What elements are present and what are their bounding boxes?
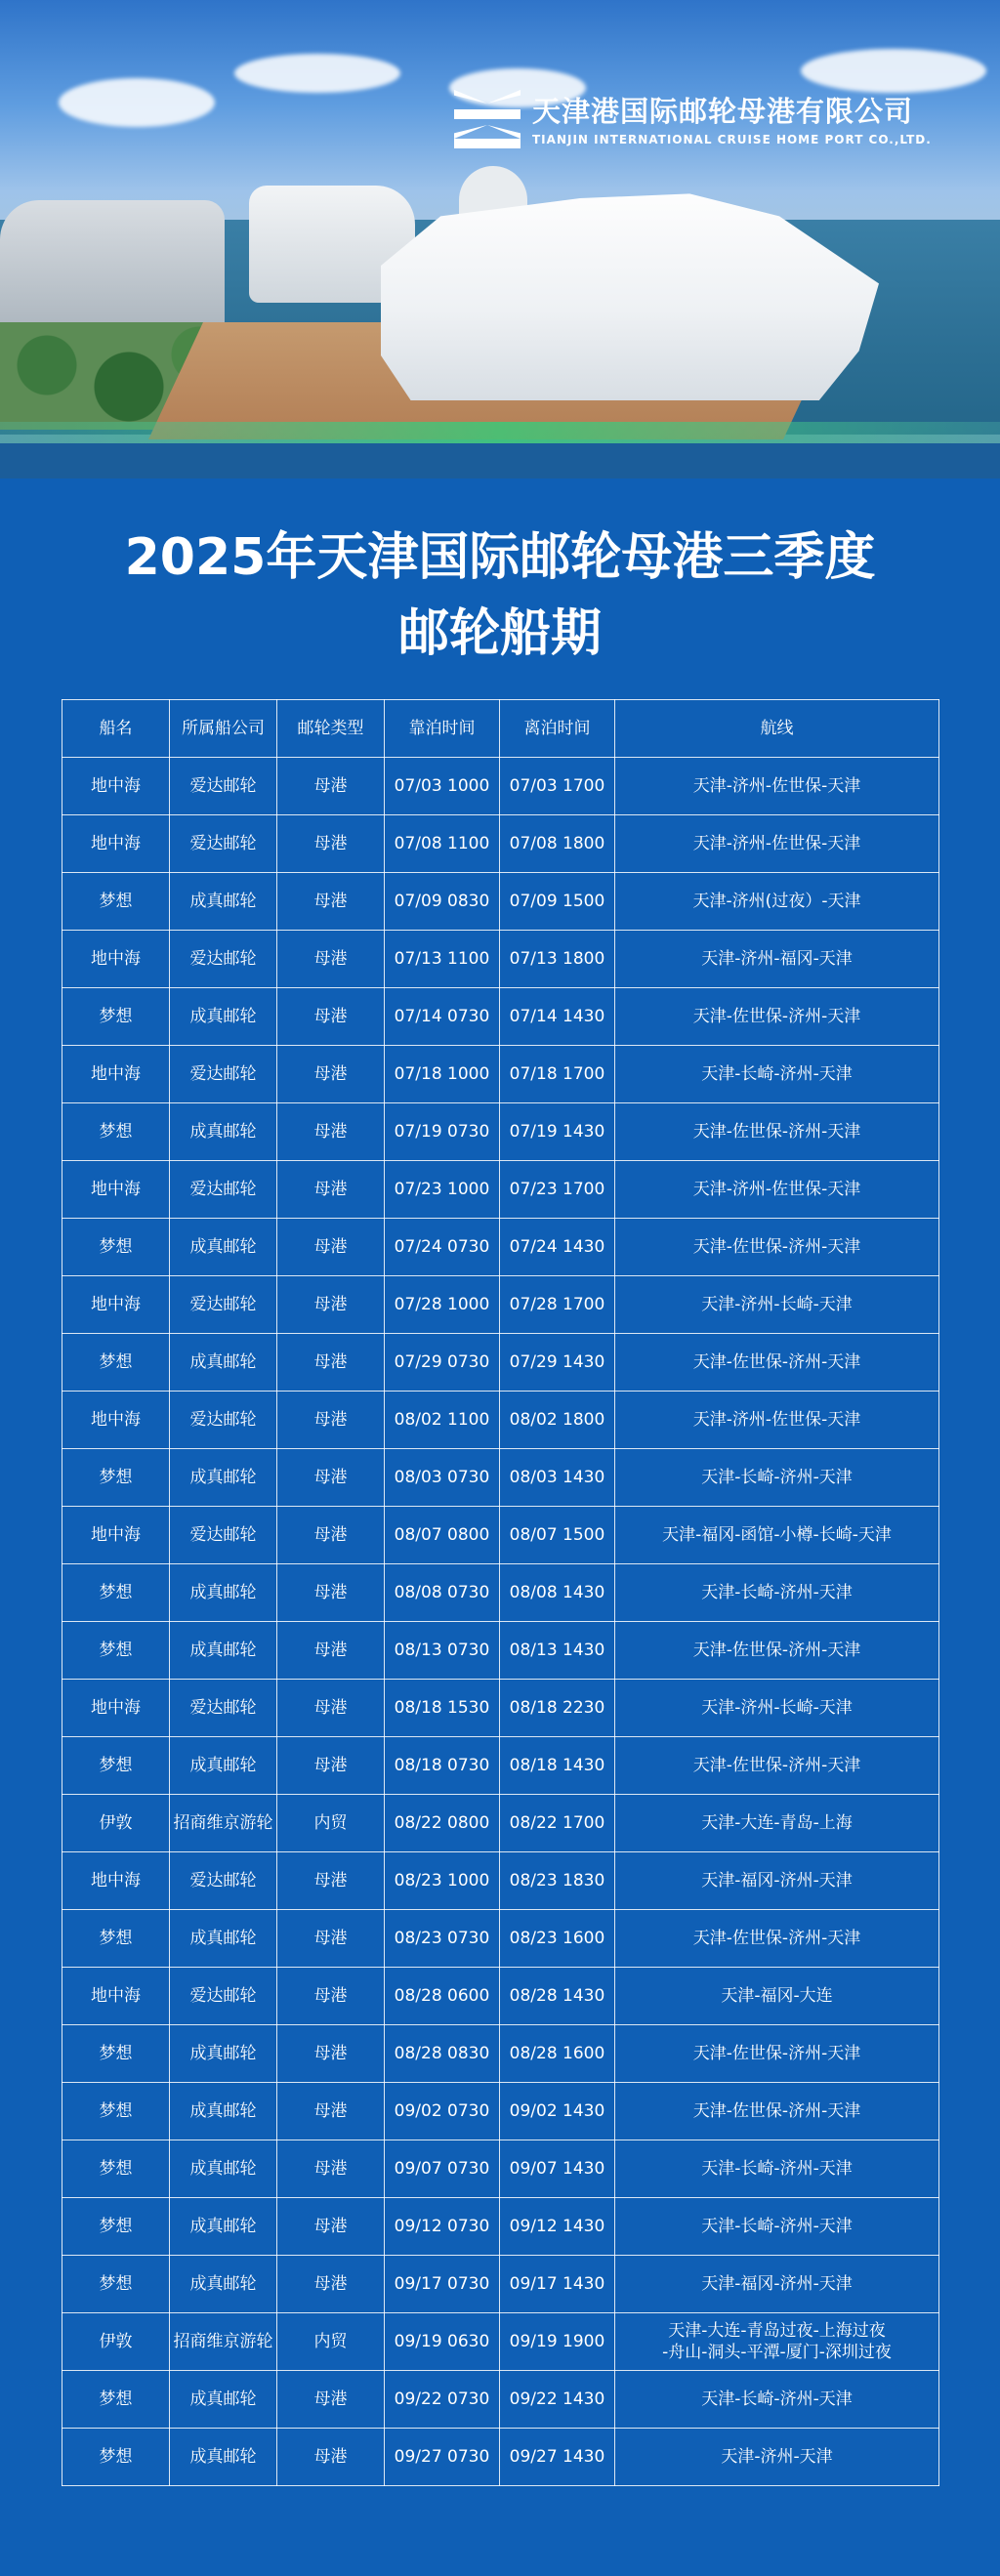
cell-ship-name: 梦想 bbox=[62, 2198, 170, 2256]
waves-logo-icon bbox=[454, 88, 521, 148]
cell-company: 成真邮轮 bbox=[170, 2371, 277, 2429]
cell-type: 内贸 bbox=[277, 1795, 385, 1852]
table-row bbox=[62, 988, 939, 1046]
cell-company: 招商维京游轮 bbox=[170, 1795, 277, 1852]
cell-company: 成真邮轮 bbox=[170, 2140, 277, 2198]
hero-photo bbox=[0, 0, 1000, 478]
title-line-1: 2025年天津国际邮轮母港三季度 bbox=[124, 528, 876, 587]
cell-route: 天津-济州-佐世保-天津 bbox=[615, 815, 939, 873]
cell-depart-time: 08/23 1600 bbox=[500, 1910, 615, 1968]
cell-type: 母港 bbox=[277, 1564, 385, 1622]
cell-depart-time: 07/23 1700 bbox=[500, 1161, 615, 1219]
cell-ship-name: 梦想 bbox=[62, 1910, 170, 1968]
cell-type: 母港 bbox=[277, 2371, 385, 2429]
cell-ship-name: 地中海 bbox=[62, 1392, 170, 1449]
cell-type: 母港 bbox=[277, 873, 385, 931]
cell-depart-time: 07/03 1700 bbox=[500, 758, 615, 815]
cell-depart-time: 08/07 1500 bbox=[500, 1507, 615, 1564]
table-row bbox=[62, 2140, 939, 2198]
cell-ship-name: 地中海 bbox=[62, 1680, 170, 1737]
cell-route: 天津-济州-佐世保-天津 bbox=[615, 758, 939, 815]
cell-ship-name: 梦想 bbox=[62, 1103, 170, 1161]
cell-berth-time: 09/07 0730 bbox=[385, 2140, 500, 2198]
cell-ship-name: 地中海 bbox=[62, 758, 170, 815]
cell-company: 成真邮轮 bbox=[170, 1449, 277, 1507]
cell-ship-name: 梦想 bbox=[62, 1737, 170, 1795]
table-row bbox=[62, 2025, 939, 2083]
cell-route: 天津-济州(过夜）-天津 bbox=[615, 873, 939, 931]
cell-ship-name: 地中海 bbox=[62, 1276, 170, 1334]
cell-depart-time: 08/28 1430 bbox=[500, 1968, 615, 2025]
cell-depart-time: 08/18 1430 bbox=[500, 1737, 615, 1795]
cell-type: 母港 bbox=[277, 1910, 385, 1968]
cell-depart-time: 08/13 1430 bbox=[500, 1622, 615, 1680]
cell-berth-time: 07/13 1100 bbox=[385, 931, 500, 988]
cell-depart-time: 07/19 1430 bbox=[500, 1103, 615, 1161]
cell-route: 天津-佐世保-济州-天津 bbox=[615, 1910, 939, 1968]
cell-berth-time: 09/12 0730 bbox=[385, 2198, 500, 2256]
table-row bbox=[62, 1161, 939, 1219]
cell-depart-time: 07/13 1800 bbox=[500, 931, 615, 988]
table-row bbox=[62, 1564, 939, 1622]
cell-route: 天津-长崎-济州-天津 bbox=[615, 1449, 939, 1507]
cell-ship-name: 梦想 bbox=[62, 988, 170, 1046]
cell-berth-time: 08/18 1530 bbox=[385, 1680, 500, 1737]
cell-depart-time: 07/29 1430 bbox=[500, 1334, 615, 1392]
col-type: 邮轮类型 bbox=[277, 700, 385, 758]
cell-depart-time: 07/09 1500 bbox=[500, 873, 615, 931]
cell-depart-time: 09/07 1430 bbox=[500, 2140, 615, 2198]
cell-depart-time: 09/17 1430 bbox=[500, 2256, 615, 2313]
cell-berth-time: 08/07 0800 bbox=[385, 1507, 500, 1564]
cell-company: 成真邮轮 bbox=[170, 1737, 277, 1795]
table-row bbox=[62, 2313, 939, 2371]
table-row bbox=[62, 1334, 939, 1392]
page-title bbox=[0, 519, 1000, 672]
cell-route: 天津-长崎-济州-天津 bbox=[615, 2140, 939, 2198]
cell-ship-name: 梦想 bbox=[62, 1449, 170, 1507]
cell-company: 成真邮轮 bbox=[170, 2198, 277, 2256]
table-row bbox=[62, 931, 939, 988]
table-row bbox=[62, 1795, 939, 1852]
cell-route: 天津-福冈-济州-天津 bbox=[615, 1852, 939, 1910]
cell-depart-time: 08/23 1830 bbox=[500, 1852, 615, 1910]
table-row bbox=[62, 2083, 939, 2140]
cell-company: 爱达邮轮 bbox=[170, 1680, 277, 1737]
cell-route: 天津-长崎-济州-天津 bbox=[615, 2371, 939, 2429]
cell-berth-time: 09/17 0730 bbox=[385, 2256, 500, 2313]
cell-company: 成真邮轮 bbox=[170, 2083, 277, 2140]
table-row bbox=[62, 815, 939, 873]
cell-company: 成真邮轮 bbox=[170, 2429, 277, 2486]
cell-type: 母港 bbox=[277, 1622, 385, 1680]
col-berth-time: 靠泊时间 bbox=[385, 700, 500, 758]
cell-company: 爱达邮轮 bbox=[170, 1852, 277, 1910]
cell-berth-time: 07/09 0830 bbox=[385, 873, 500, 931]
cell-depart-time: 08/28 1600 bbox=[500, 2025, 615, 2083]
cell-berth-time: 08/02 1100 bbox=[385, 1392, 500, 1449]
cell-ship-name: 伊敦 bbox=[62, 1795, 170, 1852]
cell-route: 天津-佐世保-济州-天津 bbox=[615, 1219, 939, 1276]
table-row bbox=[62, 2371, 939, 2429]
cell-type: 母港 bbox=[277, 2256, 385, 2313]
col-depart-time: 离泊时间 bbox=[500, 700, 615, 758]
cell-route: 天津-济州-佐世保-天津 bbox=[615, 1161, 939, 1219]
table-row bbox=[62, 2256, 939, 2313]
cell-route: 天津-济州-天津 bbox=[615, 2429, 939, 2486]
cell-ship-name: 梦想 bbox=[62, 1334, 170, 1392]
table-row bbox=[62, 1680, 939, 1737]
cell-type: 母港 bbox=[277, 988, 385, 1046]
cell-type: 母港 bbox=[277, 1161, 385, 1219]
cell-company: 爱达邮轮 bbox=[170, 815, 277, 873]
cell-route: 天津-佐世保-济州-天津 bbox=[615, 1622, 939, 1680]
cell-company: 成真邮轮 bbox=[170, 1334, 277, 1392]
cell-ship-name: 地中海 bbox=[62, 1507, 170, 1564]
table-row bbox=[62, 1392, 939, 1449]
table-row bbox=[62, 1449, 939, 1507]
cell-berth-time: 07/18 1000 bbox=[385, 1046, 500, 1103]
cell-route: 天津-济州-长崎-天津 bbox=[615, 1276, 939, 1334]
cell-berth-time: 09/02 0730 bbox=[385, 2083, 500, 2140]
cell-berth-time: 09/19 0630 bbox=[385, 2313, 500, 2371]
cell-berth-time: 08/22 0800 bbox=[385, 1795, 500, 1852]
cell-type: 母港 bbox=[277, 1046, 385, 1103]
company-name-en: TIANJIN INTERNATIONAL CRUISE HOME PORT CO.,LTD. bbox=[532, 133, 932, 146]
cell-route: 天津-济州-福冈-天津 bbox=[615, 931, 939, 988]
table-row bbox=[62, 758, 939, 815]
cell-depart-time: 07/14 1430 bbox=[500, 988, 615, 1046]
table-row bbox=[62, 2198, 939, 2256]
col-company: 所属船公司 bbox=[170, 700, 277, 758]
cell-company: 成真邮轮 bbox=[170, 1219, 277, 1276]
cell-company: 爱达邮轮 bbox=[170, 1507, 277, 1564]
cell-company: 成真邮轮 bbox=[170, 1910, 277, 1968]
cell-ship-name: 地中海 bbox=[62, 1968, 170, 2025]
cell-depart-time: 09/02 1430 bbox=[500, 2083, 615, 2140]
cell-type: 母港 bbox=[277, 1449, 385, 1507]
cell-company: 成真邮轮 bbox=[170, 1564, 277, 1622]
cell-route: 天津-福冈-函馆-小樽-长崎-天津 bbox=[615, 1507, 939, 1564]
cell-type: 母港 bbox=[277, 2025, 385, 2083]
cell-route: 天津-佐世保-济州-天津 bbox=[615, 1334, 939, 1392]
cell-company: 爱达邮轮 bbox=[170, 931, 277, 988]
table-row bbox=[62, 873, 939, 931]
cell-company: 成真邮轮 bbox=[170, 2025, 277, 2083]
cell-berth-time: 08/28 0600 bbox=[385, 1968, 500, 2025]
table-body bbox=[62, 758, 939, 2486]
cell-berth-time: 08/13 0730 bbox=[385, 1622, 500, 1680]
cell-type: 母港 bbox=[277, 2198, 385, 2256]
cell-type: 母港 bbox=[277, 815, 385, 873]
table-row bbox=[62, 2429, 939, 2486]
cell-ship-name: 伊敦 bbox=[62, 2313, 170, 2371]
cell-route: 天津-福冈-大连 bbox=[615, 1968, 939, 2025]
table-row bbox=[62, 1103, 939, 1161]
cell-route: 天津-大连-青岛过夜-上海过夜 -舟山-洞头-平潭-厦门-深圳过夜 bbox=[615, 2313, 939, 2371]
cell-type: 母港 bbox=[277, 1852, 385, 1910]
cell-berth-time: 07/29 0730 bbox=[385, 1334, 500, 1392]
cell-berth-time: 08/08 0730 bbox=[385, 1564, 500, 1622]
cell-berth-time: 07/28 1000 bbox=[385, 1276, 500, 1334]
cell-route: 天津-佐世保-济州-天津 bbox=[615, 2025, 939, 2083]
title-line-2: 邮轮船期 bbox=[397, 604, 602, 663]
cell-depart-time: 09/22 1430 bbox=[500, 2371, 615, 2429]
cell-depart-time: 09/27 1430 bbox=[500, 2429, 615, 2486]
cell-route: 天津-佐世保-济州-天津 bbox=[615, 988, 939, 1046]
cell-ship-name: 梦想 bbox=[62, 1622, 170, 1680]
table-row bbox=[62, 1507, 939, 1564]
cell-route: 天津-佐世保-济州-天津 bbox=[615, 2083, 939, 2140]
cell-type: 母港 bbox=[277, 758, 385, 815]
cell-depart-time: 07/08 1800 bbox=[500, 815, 615, 873]
cell-company: 爱达邮轮 bbox=[170, 1161, 277, 1219]
cell-berth-time: 07/03 1000 bbox=[385, 758, 500, 815]
cell-route: 天津-佐世保-济州-天津 bbox=[615, 1737, 939, 1795]
table-row bbox=[62, 1968, 939, 2025]
cell-type: 母港 bbox=[277, 1103, 385, 1161]
cell-depart-time: 08/18 2230 bbox=[500, 1680, 615, 1737]
cell-company: 爱达邮轮 bbox=[170, 1392, 277, 1449]
cell-type: 母港 bbox=[277, 931, 385, 988]
cell-type: 母港 bbox=[277, 1680, 385, 1737]
cell-berth-time: 07/19 0730 bbox=[385, 1103, 500, 1161]
cell-route: 天津-大连-青岛-上海 bbox=[615, 1795, 939, 1852]
cell-depart-time: 09/12 1430 bbox=[500, 2198, 615, 2256]
cell-type: 母港 bbox=[277, 2140, 385, 2198]
cell-ship-name: 地中海 bbox=[62, 1046, 170, 1103]
cell-berth-time: 09/27 0730 bbox=[385, 2429, 500, 2486]
cell-route: 天津-福冈-济州-天津 bbox=[615, 2256, 939, 2313]
cell-type: 母港 bbox=[277, 1219, 385, 1276]
table-header-row bbox=[62, 700, 939, 758]
table-row bbox=[62, 1910, 939, 1968]
cell-route: 天津-佐世保-济州-天津 bbox=[615, 1103, 939, 1161]
cell-route: 天津-长崎-济州-天津 bbox=[615, 2198, 939, 2256]
cell-berth-time: 07/23 1000 bbox=[385, 1161, 500, 1219]
table-row bbox=[62, 1276, 939, 1334]
cell-depart-time: 09/19 1900 bbox=[500, 2313, 615, 2371]
cell-type: 母港 bbox=[277, 1392, 385, 1449]
cell-berth-time: 07/08 1100 bbox=[385, 815, 500, 873]
cell-ship-name: 梦想 bbox=[62, 2083, 170, 2140]
cell-ship-name: 地中海 bbox=[62, 815, 170, 873]
cell-company: 成真邮轮 bbox=[170, 1103, 277, 1161]
col-ship-name: 船名 bbox=[62, 700, 170, 758]
cell-berth-time: 08/18 0730 bbox=[385, 1737, 500, 1795]
cell-company: 爱达邮轮 bbox=[170, 1968, 277, 2025]
cell-berth-time: 08/28 0830 bbox=[385, 2025, 500, 2083]
col-route: 航线 bbox=[615, 700, 939, 758]
cell-berth-time: 08/03 0730 bbox=[385, 1449, 500, 1507]
cell-route: 天津-长崎-济州-天津 bbox=[615, 1564, 939, 1622]
cell-company: 爱达邮轮 bbox=[170, 1046, 277, 1103]
cell-berth-time: 07/24 0730 bbox=[385, 1219, 500, 1276]
cell-berth-time: 08/23 1000 bbox=[385, 1852, 500, 1910]
company-name-cn: 天津港国际邮轮母港有限公司 bbox=[532, 95, 914, 128]
cell-depart-time: 07/18 1700 bbox=[500, 1046, 615, 1103]
cell-ship-name: 地中海 bbox=[62, 931, 170, 988]
cell-depart-time: 08/02 1800 bbox=[500, 1392, 615, 1449]
cell-depart-time: 08/03 1430 bbox=[500, 1449, 615, 1507]
cell-type: 母港 bbox=[277, 1968, 385, 2025]
cell-depart-time: 08/08 1430 bbox=[500, 1564, 615, 1622]
cell-ship-name: 地中海 bbox=[62, 1161, 170, 1219]
cell-ship-name: 梦想 bbox=[62, 2429, 170, 2486]
cell-ship-name: 梦想 bbox=[62, 873, 170, 931]
cell-type: 母港 bbox=[277, 1507, 385, 1564]
table-row bbox=[62, 1622, 939, 1680]
cell-type: 母港 bbox=[277, 2083, 385, 2140]
cruise-schedule-table bbox=[62, 699, 939, 2486]
cell-ship-name: 梦想 bbox=[62, 2140, 170, 2198]
cell-company: 成真邮轮 bbox=[170, 2256, 277, 2313]
table-row bbox=[62, 1852, 939, 1910]
cell-route: 天津-长崎-济州-天津 bbox=[615, 1046, 939, 1103]
cell-ship-name: 梦想 bbox=[62, 1219, 170, 1276]
cell-company: 成真邮轮 bbox=[170, 873, 277, 931]
table-row bbox=[62, 1046, 939, 1103]
company-logo bbox=[454, 88, 932, 148]
cell-type: 内贸 bbox=[277, 2313, 385, 2371]
cell-type: 母港 bbox=[277, 1737, 385, 1795]
cruise-ship-large bbox=[381, 176, 879, 400]
cell-type: 母港 bbox=[277, 1276, 385, 1334]
cell-depart-time: 08/22 1700 bbox=[500, 1795, 615, 1852]
cell-berth-time: 07/14 0730 bbox=[385, 988, 500, 1046]
cell-ship-name: 地中海 bbox=[62, 1852, 170, 1910]
cell-company: 成真邮轮 bbox=[170, 1622, 277, 1680]
cell-type: 母港 bbox=[277, 2429, 385, 2486]
cell-type: 母港 bbox=[277, 1334, 385, 1392]
table-row bbox=[62, 1737, 939, 1795]
cell-company: 招商维京游轮 bbox=[170, 2313, 277, 2371]
cell-berth-time: 08/23 0730 bbox=[385, 1910, 500, 1968]
cell-company: 爱达邮轮 bbox=[170, 758, 277, 815]
cell-company: 成真邮轮 bbox=[170, 988, 277, 1046]
cell-berth-time: 09/22 0730 bbox=[385, 2371, 500, 2429]
cell-ship-name: 梦想 bbox=[62, 2025, 170, 2083]
cell-ship-name: 梦想 bbox=[62, 2371, 170, 2429]
cell-route: 天津-济州-佐世保-天津 bbox=[615, 1392, 939, 1449]
cell-company: 爱达邮轮 bbox=[170, 1276, 277, 1334]
cell-route: 天津-济州-长崎-天津 bbox=[615, 1680, 939, 1737]
cell-depart-time: 07/24 1430 bbox=[500, 1219, 615, 1276]
cell-ship-name: 梦想 bbox=[62, 1564, 170, 1622]
table-row bbox=[62, 1219, 939, 1276]
cell-depart-time: 07/28 1700 bbox=[500, 1276, 615, 1334]
cell-ship-name: 梦想 bbox=[62, 2256, 170, 2313]
